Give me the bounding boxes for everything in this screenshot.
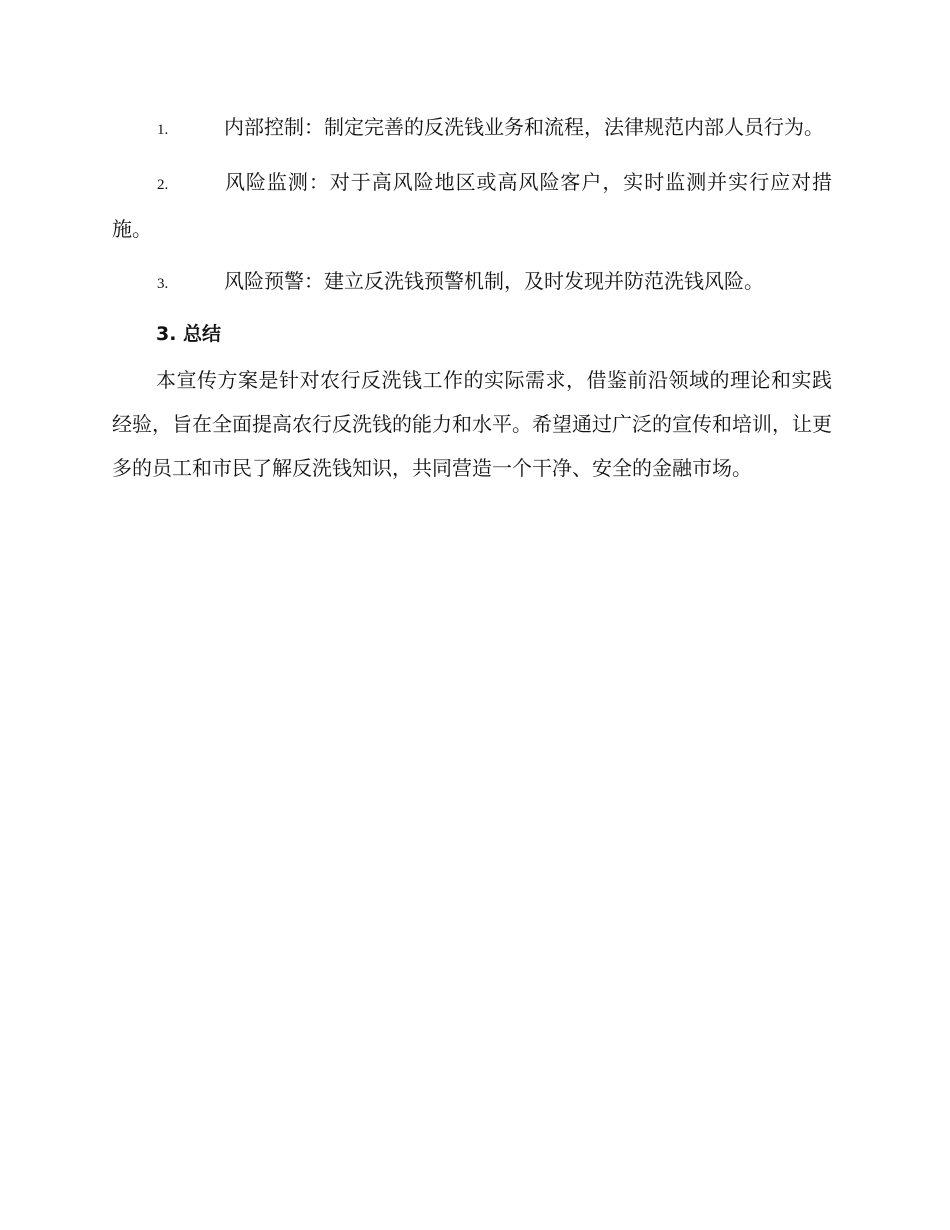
list-item-number: 1. [157,122,169,138]
list-item-text: 风险监测：对于高风险地区或高风险客户，实时监测并实行应对措施。 [112,170,832,241]
list-item [112,105,832,152]
list-item-number: 3. [157,276,169,292]
list-item [112,259,832,306]
list-item [112,160,832,251]
measures-list [112,105,832,306]
list-item-text: 内部控制：制定完善的反洗钱业务和流程，法律规范内部人员行为。 [224,115,824,139]
list-item-number: 2. [157,177,169,193]
list-item-text: 风险预警：建立反洗钱预警机制，及时发现并防范洗钱风险。 [224,269,764,293]
summary-paragraph: 本宣传方案是针对农行反洗钱工作的实际需求，借鉴前沿领域的理论和实践经验，旨在全面提高农行反洗钱的能力和水平。希望通过广泛的宣传和培训，让更多的员工和市民了解反洗钱知识，共同营造一个干净、安全的金融市场。 [112,368,832,480]
section-heading: 3. 总结 [156,323,222,345]
document-page [112,105,832,490]
